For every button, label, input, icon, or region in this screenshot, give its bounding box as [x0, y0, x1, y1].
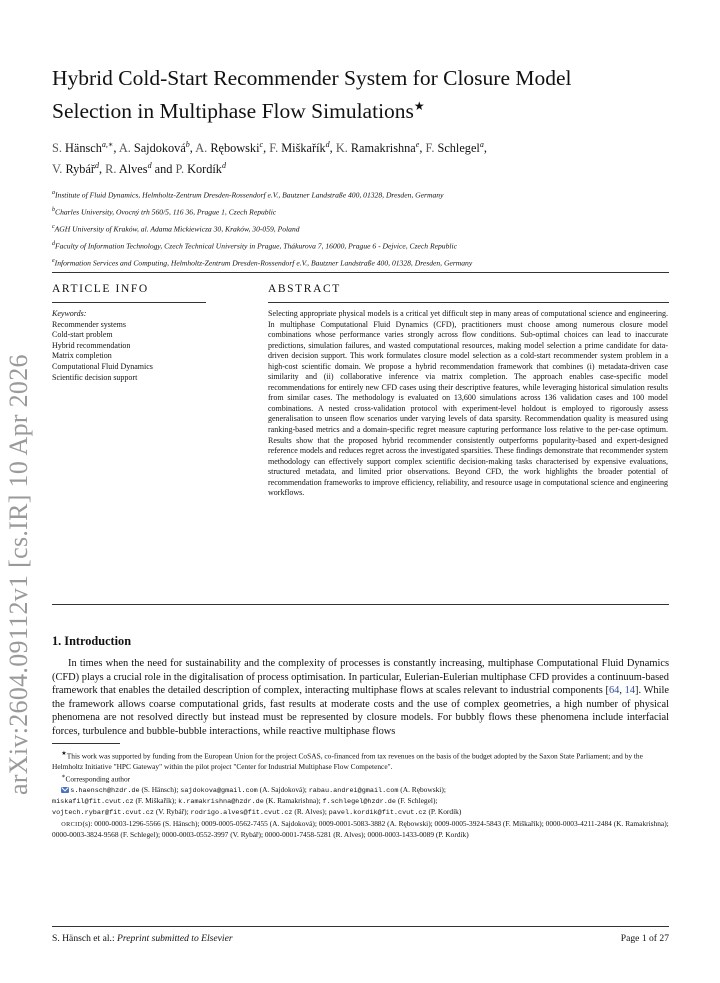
author-item: R. Alves$^d$ and: [105, 161, 176, 177]
article-info-heading: ARTICLE INFO: [52, 283, 149, 295]
keyword-item: Computational Fluid Dynamics: [52, 361, 153, 371]
abstract-rule: [268, 302, 669, 303]
email-link[interactable]: f.schlegel@hzdr.de: [322, 798, 396, 807]
citation-link[interactable]: 14: [624, 685, 636, 697]
keyword-item: Cold-start problem: [52, 330, 113, 340]
header-divider: [52, 272, 669, 273]
affiliation-item: $^e$Information Services and Computing, Helmholtz-Zentrum Dresden-Rossendorf e.V., Bautzner Landstraße 400, 01328, Dresden, Germany: [52, 257, 473, 268]
orcid-footnote: ORCID(s): 0000-0003-1296-5566 (S. Hänsch); 0009-0005-0562-7455 (A. Sajdoková); 0009-0001-5083-3882 (A. Rębowski); 0009-0005-3924-5843 (F. Miškařík); 0000-0003-4211-2484 (K. Ramakrishna); 0000-0003-3824-9568 (F. Schlegel); 0000-0003-0552-3997 (V. Rybář); 0000-0001-7458-5281 (R. Alves); 0000-0003-1433-0089 (P. Kordík): [52, 818, 669, 840]
keyword-item: Matrix completion: [52, 351, 112, 361]
arxiv-identifier-stamp[interactable]: arXiv:2604.09112v1 [cs.IR] 10 Apr 2026: [4, 354, 33, 795]
author-list: [52, 136, 682, 178]
affiliation-item: $^d$Faculty of Information Technology, Czech Technical University in Prague, Thákurova 7, 16000, Prague 6 - Dejvice, Czech Republic: [52, 240, 457, 251]
footnotes-block: [52, 749, 669, 840]
email-link[interactable]: sajdokova@gmail.com: [180, 786, 258, 795]
author-item: A. Sajdoková$^b$,: [118, 140, 196, 156]
title-line-2: Selection in Multiphase Flow Simulations: [52, 99, 414, 124]
author-item: V. Rybář$^d$,: [52, 161, 106, 177]
footnote-divider: [52, 743, 120, 744]
section-heading-introduction: 1. Introduction: [52, 634, 132, 648]
abstract-end-divider: [52, 604, 669, 605]
affiliation-item: $^a$Institute of Fluid Dynamics, Helmholtz-Zentrum Dresden-Rossendorf e.V., Bautzner Landstraße 400, 01328, Dresden, Germany: [52, 190, 444, 200]
keyword-item: Recommender systems: [52, 319, 126, 329]
keywords-block: [52, 309, 252, 383]
email-link[interactable]: rodrigo.alves@fit.cvut.cz: [190, 809, 293, 818]
page-number: Page 1 of 27: [620, 933, 669, 944]
footer-divider: [52, 926, 669, 927]
email-link[interactable]: vojtech.rybar@fit.cvut.cz: [52, 809, 154, 818]
email-link[interactable]: miskafil@fit.cvut.cz: [52, 798, 134, 807]
title-footnote-marker[interactable]: ★: [413, 99, 425, 113]
keyword-item: Hybrid recommendation: [52, 340, 131, 350]
citation-link[interactable]: 64: [608, 685, 620, 697]
article-info-rule: [52, 302, 206, 303]
affiliation-item: $^b$Charles University, Ovocný trh 560/5, 116 36, Prague 1, Czech Republic: [52, 206, 277, 217]
author-item: F. Miškařík$^d$,: [269, 140, 336, 156]
email-link[interactable]: rabau.andrei@gmail.com: [308, 786, 399, 795]
affiliation-list: [52, 186, 682, 271]
abstract-text: Selecting appropriate physical models is a critical yet difficult step in many areas of computational science and engineering. In multiphase Computational Fluid Dynamics (CFD), practitioners must choose among numerous closure model combinations whose performance varies strongly across flow conditions. Sub-optimal choices can lead to inaccurate predictions, simulation failures, and wasted computational resources, making model selection a prime candidate for data-driven decision support. This work formulates closure model selection as a cold-start recommender system problem in a high-cost scientific domain. We propose a hybrid recommendation framework that combines (i) metadata-driven case similarity and (ii) collaborative inference via matrix completion. The approach enables case-specific model recommendations for entirely new CFD cases using their descriptive features, while leveraging historical simulation results from similar cases. The methodology is evaluated on 13,600 simulations across 136 validation cases and 100 model combinations. A nested cross-validation protocol with experiment-level holdout is employed to rigorously assess generalisation to unseen flow scenarios under varying levels of data sparsity. Recommendation quality is measured using ranking-based metrics and a domain-specific regret measure capturing performance loss relative to the per-case optimum. Results show that the proposed hybrid recommender consistently outperforms popularity-based and expert-designed reference models and reduces regret across the investigated sparsities. These findings demonstrate that recommender system methodology can effectively support complex scientific decision-making tasks characterised by expensive evaluations, structured metadata, and limited prior observations. Beyond CFD, the work highlights the broader potential of recommendation frameworks to improve efficiency, reliability, and resource usage in computational science and engineering workflows.: [268, 309, 668, 498]
email-footnote: s.haensch@hzdr.de (S. Hänsch); sajdokova@gmail.com (A. Sajdoková); rabau.andrei@gmail.com (A. Rębowski); miskafil@fit.cvut.cz (F. Miškařík); k.ramakrishna@hzdr.de (K. Ramakrishna); f.schlegel@hzdr.de (F. Schlegel); vojtech.rybar@fit.cvut.cz (V. Rybář); rodrigo.alves@fit.cvut.cz (R. Alves); pavel.kordik@fit.cvut.cz (P. Kordík): [52, 784, 462, 818]
email-link[interactable]: k.ramakrishna@hzdr.de: [178, 798, 264, 807]
keywords-label: Keywords:: [52, 309, 87, 318]
author-item: K. Ramakrishna$^e$,: [335, 140, 426, 156]
author-item: S. Hänsch$^{a,∗}$,: [52, 140, 119, 156]
paper-title: [52, 64, 672, 125]
abstract-heading: ABSTRACT: [268, 283, 341, 295]
author-item: A. Rębowski$^c$,: [195, 140, 270, 156]
author-item: P. Kordík$^d$: [175, 161, 226, 177]
author-item: F. Schlegel$^a$,: [425, 140, 487, 156]
funding-footnote: ★This work was supported by funding from the European Union for the project CoSAS, co-financed from tax revenues on the basis of the budget adopted by the Saxon State Parliament; and by the Helmholtz Initiative "HPC Gateway" within the pilot project "Center for Industrial Multiphase Flow Competence".: [52, 751, 643, 771]
envelope-icon: [61, 787, 69, 793]
email-link[interactable]: s.haensch@hzdr.de: [70, 786, 140, 795]
running-footer: S. Hänsch et al.: Preprint submitted to Elsevier: [52, 933, 233, 944]
keyword-item: Scientific decision support: [52, 372, 138, 382]
email-link[interactable]: pavel.kordik@fit.cvut.cz: [328, 809, 427, 818]
introduction-paragraph: In times when the need for sustainability and the complexity of processes is constantly increasing, multiphase Computational Fluid Dynamics (CFD) plays a crucial role in the digitalisation of process optimisation. In particular, Eulerian-Eulerian multiphase CFD provides a continuum-based framework that enables the detailed description of complex, interacting multiphase flows at scales relevant to industrial components [64, 14]. While the framework allows coarse computational grids, fast results at moderate costs and the use of complex geometries, a high number of physical phenomena are not resolved directly but instead must be represented by closure models. For bubbly flows these phenomena include interfacial forces, turbulence and bubble-bubble interactions, while reactive multiphase flows: [52, 658, 669, 737]
affiliation-item: $^c$AGH University of Kraków, al. Adama Mickiewicza 30, Kraków, 30-059, Poland: [52, 223, 300, 234]
corresponding-footnote: ∗Corresponding author: [61, 774, 131, 784]
title-line-1: Hybrid Cold-Start Recommender System for Closure Model: [52, 66, 572, 90]
